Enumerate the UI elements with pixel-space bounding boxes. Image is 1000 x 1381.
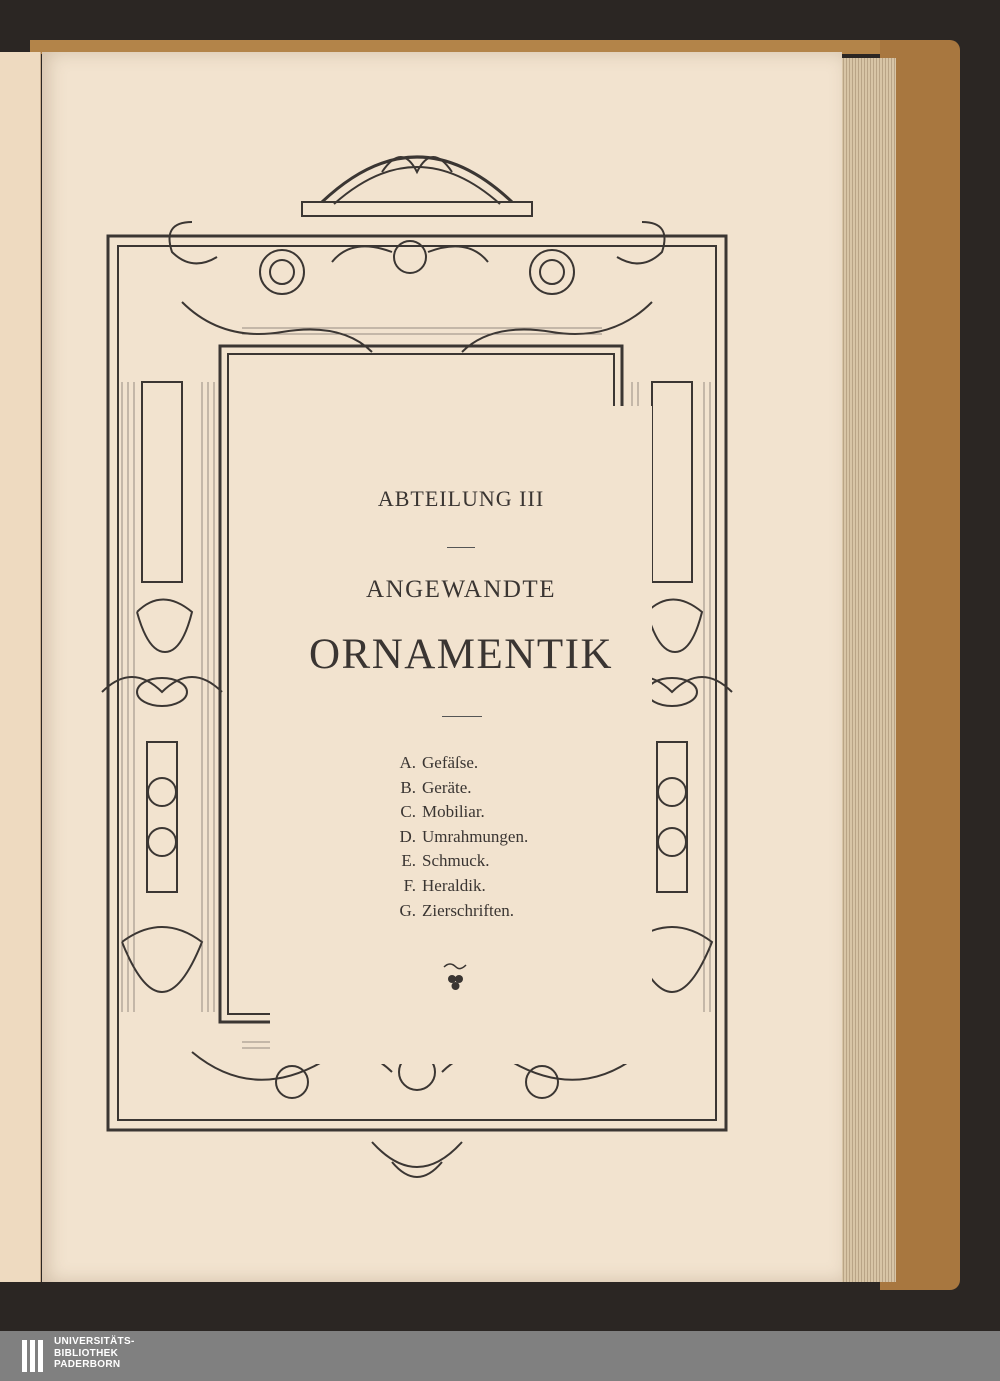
item-letter: C.: [400, 802, 416, 822]
item-letter: D.: [399, 826, 416, 846]
item-text: Schmuck.: [422, 851, 490, 871]
footer-bar: [0, 1331, 1000, 1381]
item-letter: B.: [400, 777, 416, 797]
item-letter: E.: [401, 851, 416, 871]
item-text: Zierschriften.: [422, 900, 515, 920]
title-page: [42, 52, 842, 1282]
item-letter: A.: [399, 753, 416, 772]
subtitle: ANGEWANDTE: [366, 576, 556, 603]
list-item: [388, 800, 528, 825]
library-name: [54, 1336, 135, 1371]
item-text: Mobiliar.: [422, 802, 485, 822]
library-name-line: BIBLIOTHEK: [54, 1347, 119, 1359]
section-heading: ABTEILUNG III: [377, 486, 545, 511]
library-logo-icon: [22, 1340, 46, 1372]
item-letter: G.: [399, 900, 416, 920]
title-panel: [270, 406, 652, 1064]
list-item: [388, 849, 528, 874]
item-text: Umrahmungen.: [422, 826, 529, 846]
list-item: [388, 751, 528, 776]
library-name-line: PADERBORN: [54, 1359, 121, 1370]
list-item: [388, 776, 528, 801]
list-item: [388, 874, 528, 899]
page-edges: [838, 58, 896, 1282]
library-name-line: UNIVERSITÄTS-: [54, 1336, 135, 1347]
item-text: Geräte.: [422, 777, 472, 797]
list-item: [388, 899, 528, 924]
item-text: Gefäſse.: [422, 753, 479, 772]
item-text: Heraldik.: [422, 875, 486, 895]
divider-rule: [442, 716, 482, 717]
divider-rule: [447, 547, 475, 548]
left-page: [0, 52, 41, 1282]
contents-list: [388, 751, 528, 923]
item-letter: F.: [403, 875, 416, 895]
page-title: ORNAMENTIK: [308, 631, 614, 678]
list-item: [388, 825, 528, 850]
grape-vignette-icon: [440, 961, 470, 995]
